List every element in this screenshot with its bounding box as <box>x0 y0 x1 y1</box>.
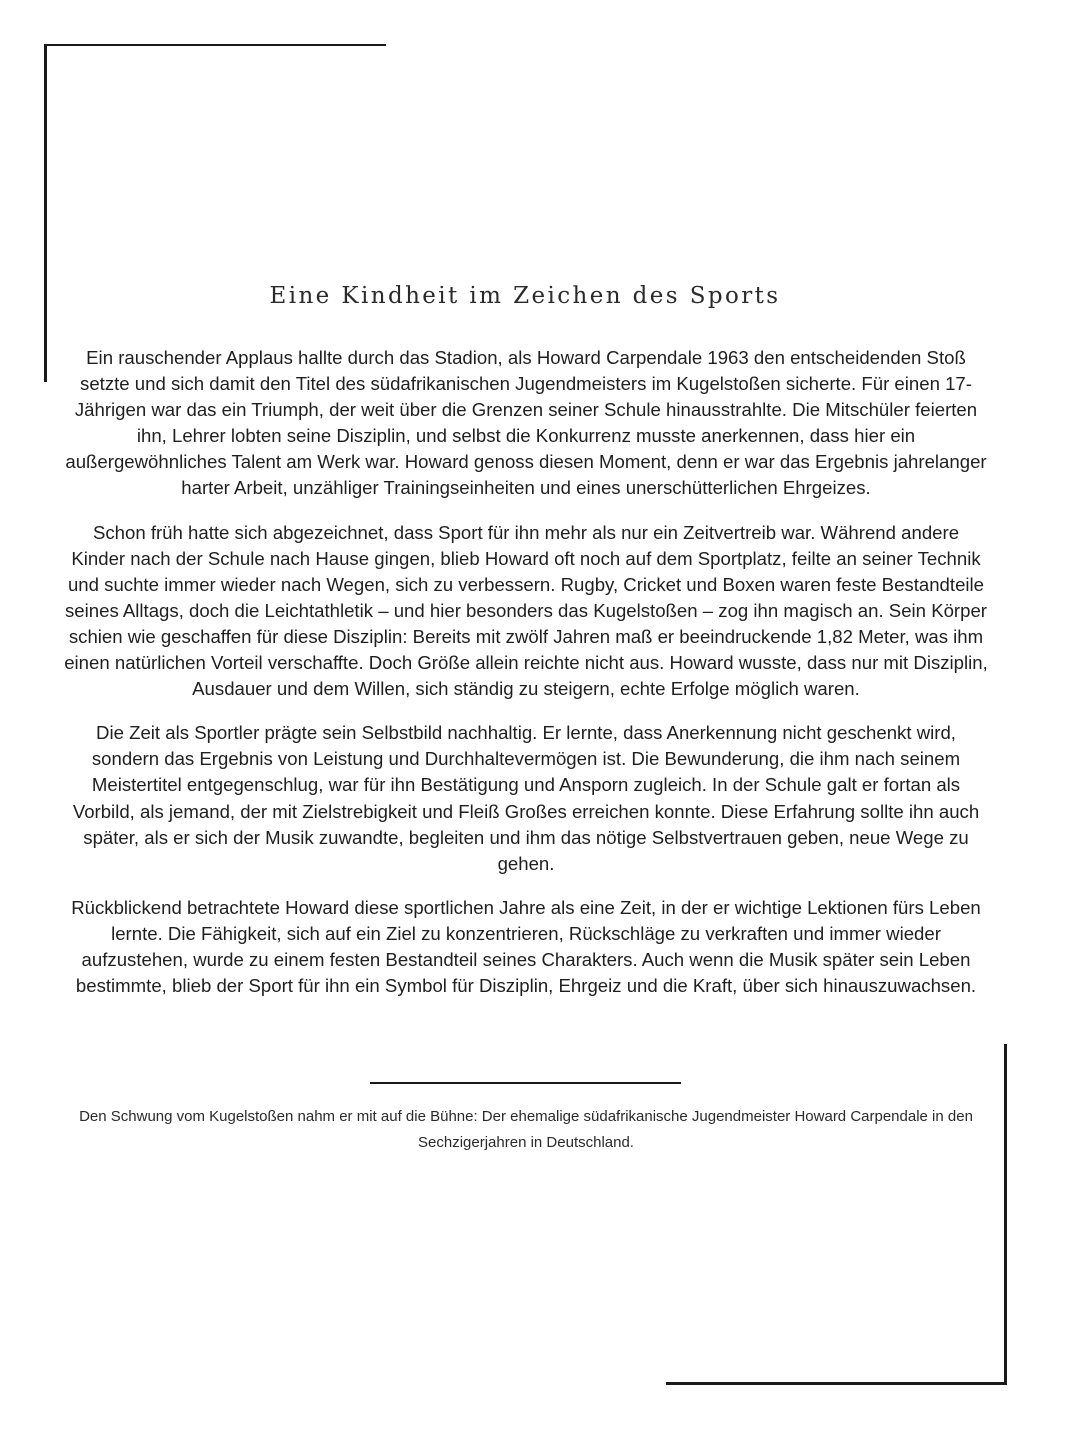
article-paragraph-2: Schon früh hatte sich abgezeichnet, dass Sport für ihn mehr als nur ein Zeitvertreib war. Während andere Kinder nach der Schule nach Hause gingen, blieb Howard oft noch auf dem Sportplatz, feilte an seiner Technik und suchte immer wieder nach Wegen, sich zu verbessern. Rugby, Cricket und Boxen waren feste Bestandteile seines Alltags, doch die Leichtathletik – und hier besonders das Kugelstoßen – zog ihn magisch an. Sein Körper schien wie geschaffen für diese Disziplin: Bereits mit zwölf Jahren maß er beeindruckende 1,82 Meter, was ihm einen natürlichen Vorteil verschaffte. Doch Größe allein reichte nicht aus. Howard wusste, dass nur mit Disziplin, Ausdauer und dem Willen, sich ständig zu steigern, echte Erfolge möglich waren. <box>64 521 988 700</box>
article-paragraph-4: Rückblickend betrachtete Howard diese sportlichen Jahre als eine Zeit, in der er wichtige Lektionen fürs Leben lernte. Die Fähigkeit, sich auf ein Ziel zu konzentrieren, Rückschläge zu verkraften und immer wieder aufzustehen, wurde zu einem festen Bestandteil seines Charakters. Auch wenn die Musik später sein Leben bestimmte, blieb der Sport für ihn ein Symbol für Disziplin, Ehrgeiz und die Kraft, über sich hinauszuwachsen. <box>71 896 981 997</box>
article-paragraph-1: Ein rauschender Applaus hallte durch das Stadion, als Howard Carpendale 1963 den entscheidenden Stoß setzte und sich damit den Titel des südafrikanischen Jugendmeisters im Kugelstoßen sicherte. Für einen 17-Jährigen war das ein Triumph, der weit über die Grenzen seiner Schule hinausstrahlte. Die Mitschüler feierten ihn, Lehrer lobten seine Disziplin, und selbst die Konkurrenz musste anerkennen, dass hier ein außergewöhnliches Talent am Werk war. Howard genoss diesen Moment, denn er war das Ergebnis jahrelanger harter Arbeit, unzähliger Trainingseinheiten und eines unerschütterlichen Ehrgeizes. <box>65 347 987 499</box>
article-body <box>64 345 988 1017</box>
article-paragraph-3: Die Zeit als Sportler prägte sein Selbstbild nachhaltig. Er lernte, dass Anerkennung nicht geschenkt wird, sondern das Ergebnis von Leistung und Durchhaltevermögen ist. Die Bewunderung, die ihm nach seinem Meistertitel entgegenschlug, war für ihn Bestätigung und Ansporn zugleich. In der Schule galt er fortan als Vorbild, als jemand, der mit Zielstrebigkeit und Fleiß Großes erreichen konnte. Diese Erfahrung sollte ihn auch später, als er sich der Musik zuwandte, begleiten und ihm das nötige Selbstvertrauen geben, neue Wege zu gehen. <box>72 722 980 874</box>
frame-corner-left-line <box>44 44 47 382</box>
frame-corner-right-line <box>1004 1044 1007 1384</box>
page-title: Eine Kindheit im Zeichen des Sports <box>269 283 781 309</box>
section-divider <box>370 1082 681 1084</box>
frame-corner-bottom-line <box>666 1382 1007 1385</box>
frame-corner-top-line <box>44 44 386 46</box>
image-caption: Den Schwung vom Kugelstoßen nahm er mit auf die Bühne: Der ehemalige südafrikanische Jugendmeister Howard Carpendale in den Sechzigerjahren in Deutschland. <box>79 1108 973 1151</box>
